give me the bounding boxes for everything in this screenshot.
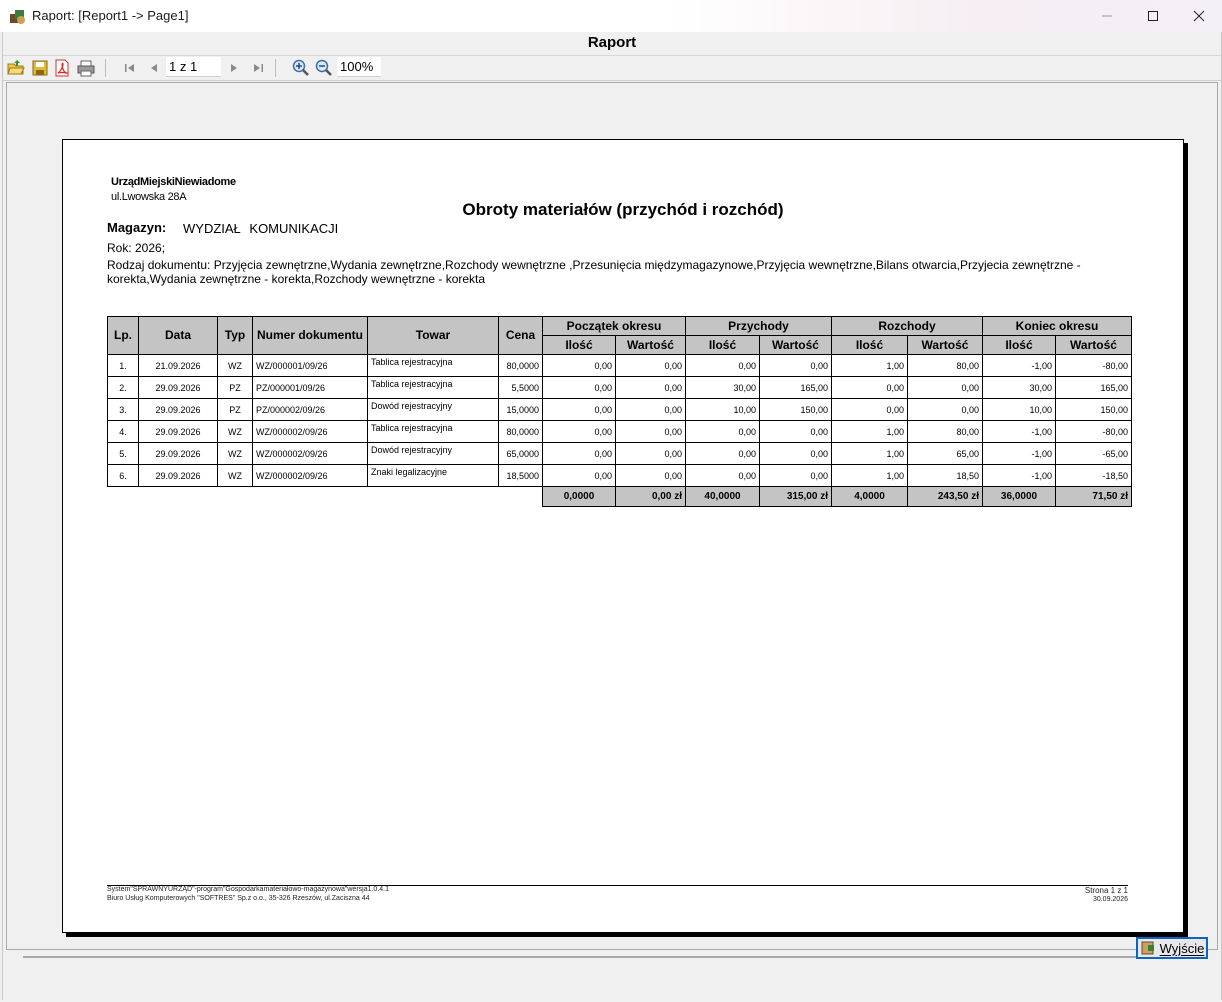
horizontal-scrollbar[interactable] (23, 956, 1203, 958)
first-page-icon (123, 61, 137, 75)
cell-numer: WZ/000002/09/26 (253, 465, 368, 487)
cell-koniec-ilosc: -1,00 (983, 355, 1056, 377)
cell-typ: WZ (218, 465, 253, 487)
cell-cena: 80,0000 (499, 421, 543, 443)
cell-przychody-ilosc: 0,00 (686, 465, 760, 487)
table-row (108, 443, 1132, 465)
cell-numer: WZ/000002/09/26 (253, 421, 368, 443)
cell-rozchody-ilosc: 1,00 (832, 421, 908, 443)
cell-koniec-ilosc: 30,00 (983, 377, 1056, 399)
total-rozchody-wartosc: 243,50 zł (908, 487, 983, 507)
cell-poczatek-ilosc: 0,00 (543, 465, 616, 487)
cell-rozchody-ilosc: 0,00 (832, 377, 908, 399)
table-row (108, 421, 1132, 443)
totals-row (108, 487, 1132, 507)
report-page (62, 139, 1184, 933)
exit-icon (1140, 940, 1156, 956)
total-koniec-wartosc: 71,50 zł (1056, 487, 1132, 507)
cell-rozchody-ilosc: 1,00 (832, 355, 908, 377)
cell-rozchody-wartosc: 0,00 (908, 399, 983, 421)
cell-typ: PZ (218, 377, 253, 399)
cell-koniec-wartosc: -80,00 (1056, 421, 1132, 443)
cell-rozchody-ilosc: 0,00 (832, 399, 908, 421)
cell-rozchody-ilosc: 1,00 (832, 443, 908, 465)
header-przychody: Przychody (686, 317, 832, 336)
header-wartosc: Wartość (760, 336, 832, 355)
toolbar-separator (105, 59, 106, 77)
header-wartosc: Wartość (616, 336, 686, 355)
cell-rozchody-wartosc: 0,00 (908, 377, 983, 399)
total-poczatek-wartosc: 0,00 zł (616, 487, 686, 507)
header-ilosc: Ilość (543, 336, 616, 355)
cell-data: 29.09.2026 (139, 399, 218, 421)
last-page-button[interactable] (249, 59, 267, 77)
total-przychody-ilosc: 40,0000 (686, 487, 760, 507)
total-koniec-ilosc: 36,0000 (983, 487, 1056, 507)
magazyn-label: Magazyn: (107, 220, 167, 235)
cell-lp: 3. (108, 399, 139, 421)
cell-towar: Tablica rejestracyjna (368, 421, 499, 443)
report-title: Obroty materiałów (przychód i rozchód) (462, 200, 784, 219)
cell-koniec-wartosc: -80,00 (1056, 355, 1132, 377)
table-row (108, 377, 1132, 399)
cell-koniec-ilosc: -1,00 (983, 443, 1056, 465)
cell-koniec-ilosc: -1,00 (983, 465, 1056, 487)
cell-typ: PZ (218, 399, 253, 421)
cell-koniec-wartosc: -65,00 (1056, 443, 1132, 465)
header-wartosc: Wartość (908, 336, 983, 355)
window-title: Raport: [Report1 -> Page1] (32, 8, 189, 23)
cell-lp: 4. (108, 421, 139, 443)
cell-poczatek-ilosc: 0,00 (543, 399, 616, 421)
header-ilosc: Ilość (832, 336, 908, 355)
next-page-icon (227, 61, 241, 75)
header-lp: Lp. (108, 317, 139, 355)
vertical-scrollbar[interactable] (1203, 83, 1217, 949)
cell-przychody-wartosc: 0,00 (760, 421, 832, 443)
cell-towar: Tablica rejestracyjna (368, 355, 499, 377)
cell-przychody-ilosc: 0,00 (686, 443, 760, 465)
cell-lp: 5. (108, 443, 139, 465)
cell-przychody-wartosc: 165,00 (760, 377, 832, 399)
cell-poczatek-ilosc: 0,00 (543, 443, 616, 465)
turnover-table (107, 316, 1132, 507)
cell-poczatek-wartosc: 0,00 (616, 443, 686, 465)
cell-przychody-wartosc: 150,00 (760, 399, 832, 421)
first-page-button[interactable] (121, 59, 139, 77)
cell-przychody-ilosc: 10,00 (686, 399, 760, 421)
header-typ: Typ (218, 317, 253, 355)
report-preview-area[interactable] (6, 82, 1218, 950)
magazyn-value: WYDZIAŁ KOMUNIKACJI (183, 221, 339, 236)
footer-date: 30.09.2026 (1092, 896, 1128, 903)
cell-przychody-ilosc: 0,00 (686, 355, 760, 377)
cell-towar: Znaki legalizacyjne (368, 465, 499, 487)
cell-poczatek-wartosc: 0,00 (616, 465, 686, 487)
cell-poczatek-wartosc: 0,00 (616, 399, 686, 421)
cell-poczatek-ilosc: 0,00 (543, 377, 616, 399)
cell-poczatek-wartosc: 0,00 (616, 377, 686, 399)
cell-cena: 15,0000 (499, 399, 543, 421)
cell-numer: WZ/000001/09/26 (253, 355, 368, 377)
cell-koniec-wartosc: 150,00 (1056, 399, 1132, 421)
report-window (2, 32, 1222, 1000)
cell-rozchody-wartosc: 65,00 (908, 443, 983, 465)
cell-numer: PZ/000002/09/26 (253, 399, 368, 421)
cell-przychody-ilosc: 30,00 (686, 377, 760, 399)
cell-lp: 2. (108, 377, 139, 399)
previous-page-icon (147, 61, 161, 75)
cell-lp: 1. (108, 355, 139, 377)
cell-data: 21.09.2026 (139, 355, 218, 377)
year-filter: Rok: 2026; (107, 241, 166, 255)
last-page-icon (251, 61, 265, 75)
footer-system: System"SPRAWNYURZĄD"-program"Gospodarkamateriałowo-magazynowa"wersja1.0.4.1 (107, 886, 389, 893)
cell-poczatek-wartosc: 0,00 (616, 421, 686, 443)
cell-towar: Dowód rejestracyjny (368, 399, 499, 421)
header-cena: Cena (499, 317, 543, 355)
page-indicator[interactable]: 1 z 1 (166, 57, 221, 77)
header-ilosc: Ilość (686, 336, 760, 355)
export-pdf-button[interactable] (53, 59, 71, 77)
document-types: Rodzaj dokumentu: Przyjęcia zewnętrzne,Wydania zewnętrzne,Rozchody wewnętrzne ,Przesunięcia międzymagazynowe,Przyjęcia wewnętrzne,Bilans otwarcia,Przyjecia zewnętrzne - korekta,Wydania zewnętrzne - korekta,Rozchody wewnętrzne - korekta (107, 258, 1081, 286)
cell-rozchody-wartosc: 18,50 (908, 465, 983, 487)
cell-przychody-wartosc: 0,00 (760, 465, 832, 487)
toolbar-separator (275, 59, 276, 77)
table-row (108, 399, 1132, 421)
window-titlebar[interactable] (0, 0, 1222, 32)
zoom-out-button[interactable] (315, 59, 333, 77)
app-icon (9, 7, 27, 25)
header-koniec: Koniec okresu (983, 317, 1132, 336)
footer-company: Biuro Usług Komputerowych "SOFTRES" Sp.z o.o., 35-326 Rzeszów, ul.Zaciszna 44 (107, 895, 370, 902)
exit-button[interactable] (1136, 937, 1208, 959)
close-button[interactable] (1176, 0, 1222, 32)
cell-typ: WZ (218, 443, 253, 465)
minimize-icon (1101, 10, 1113, 22)
cell-data: 29.09.2026 (139, 443, 218, 465)
pdf-icon (53, 59, 71, 77)
header-towar: Towar (368, 317, 499, 355)
zoom-in-button[interactable] (292, 59, 310, 77)
table-row (108, 355, 1132, 377)
close-icon (1193, 10, 1205, 22)
total-poczatek-ilosc: 0,0000 (543, 487, 616, 507)
window-caption: Raport (587, 34, 637, 51)
header-ilosc: Ilość (983, 336, 1056, 355)
cell-data: 29.09.2026 (139, 421, 218, 443)
open-button[interactable] (7, 59, 25, 77)
cell-cena: 18,5000 (499, 465, 543, 487)
cell-towar: Dowód rejestracyjny (368, 443, 499, 465)
cell-typ: WZ (218, 421, 253, 443)
zoom-out-icon (315, 59, 333, 77)
totals-spacer (108, 487, 543, 507)
cell-przychody-wartosc: 0,00 (760, 443, 832, 465)
cell-poczatek-ilosc: 0,00 (543, 355, 616, 377)
cell-towar: Tablica rejestracyjna (368, 377, 499, 399)
total-rozchody-ilosc: 4,0000 (832, 487, 908, 507)
cell-koniec-wartosc: -18,50 (1056, 465, 1132, 487)
company-name: UrządMiejskiNiewiadome (111, 176, 236, 188)
cell-numer: PZ/000001/09/26 (253, 377, 368, 399)
minimize-button[interactable] (1084, 0, 1130, 32)
header-data: Data (139, 317, 218, 355)
cell-cena: 80,0000 (499, 355, 543, 377)
cell-rozchody-wartosc: 80,00 (908, 421, 983, 443)
status-area (3, 952, 1221, 1000)
cell-data: 29.09.2026 (139, 465, 218, 487)
cell-lp: 6. (108, 465, 139, 487)
zoom-field[interactable]: 100% (337, 57, 381, 77)
maximize-icon (1147, 10, 1159, 22)
cell-rozchody-ilosc: 1,00 (832, 465, 908, 487)
maximize-button[interactable] (1130, 0, 1176, 32)
cell-poczatek-ilosc: 0,00 (543, 421, 616, 443)
cell-koniec-wartosc: 165,00 (1056, 377, 1132, 399)
header-numer: Numer dokumentu (253, 317, 368, 355)
company-address: ul.Lwowska 28A (111, 191, 187, 203)
folder-open-icon (7, 59, 25, 77)
table-row (108, 465, 1132, 487)
cell-koniec-ilosc: -1,00 (983, 421, 1056, 443)
total-przychody-wartosc: 315,00 zł (760, 487, 832, 507)
header-wartosc: Wartość (1056, 336, 1132, 355)
header-poczatek: Początek okresu (543, 317, 686, 336)
toolbar (3, 55, 1221, 81)
cell-rozchody-wartosc: 80,00 (908, 355, 983, 377)
next-page-button[interactable] (225, 59, 243, 77)
cell-data: 29.09.2026 (139, 377, 218, 399)
footer-page-number: Strona 1 z 1 (1084, 886, 1128, 895)
cell-numer: WZ/000002/09/26 (253, 443, 368, 465)
header-rozchody: Rozchody (832, 317, 983, 336)
cell-koniec-ilosc: 10,00 (983, 399, 1056, 421)
print-button[interactable] (77, 59, 95, 77)
cell-typ: WZ (218, 355, 253, 377)
cell-cena: 5,5000 (499, 377, 543, 399)
previous-page-button[interactable] (145, 59, 163, 77)
exit-button-label: Wyjście (1159, 940, 1205, 956)
cell-przychody-ilosc: 0,00 (686, 421, 760, 443)
cell-poczatek-wartosc: 0,00 (616, 355, 686, 377)
cell-przychody-wartosc: 0,00 (760, 355, 832, 377)
save-button[interactable] (31, 59, 49, 77)
save-icon (31, 59, 49, 77)
zoom-in-icon (292, 59, 310, 77)
printer-icon (77, 59, 95, 77)
cell-cena: 65,0000 (499, 443, 543, 465)
